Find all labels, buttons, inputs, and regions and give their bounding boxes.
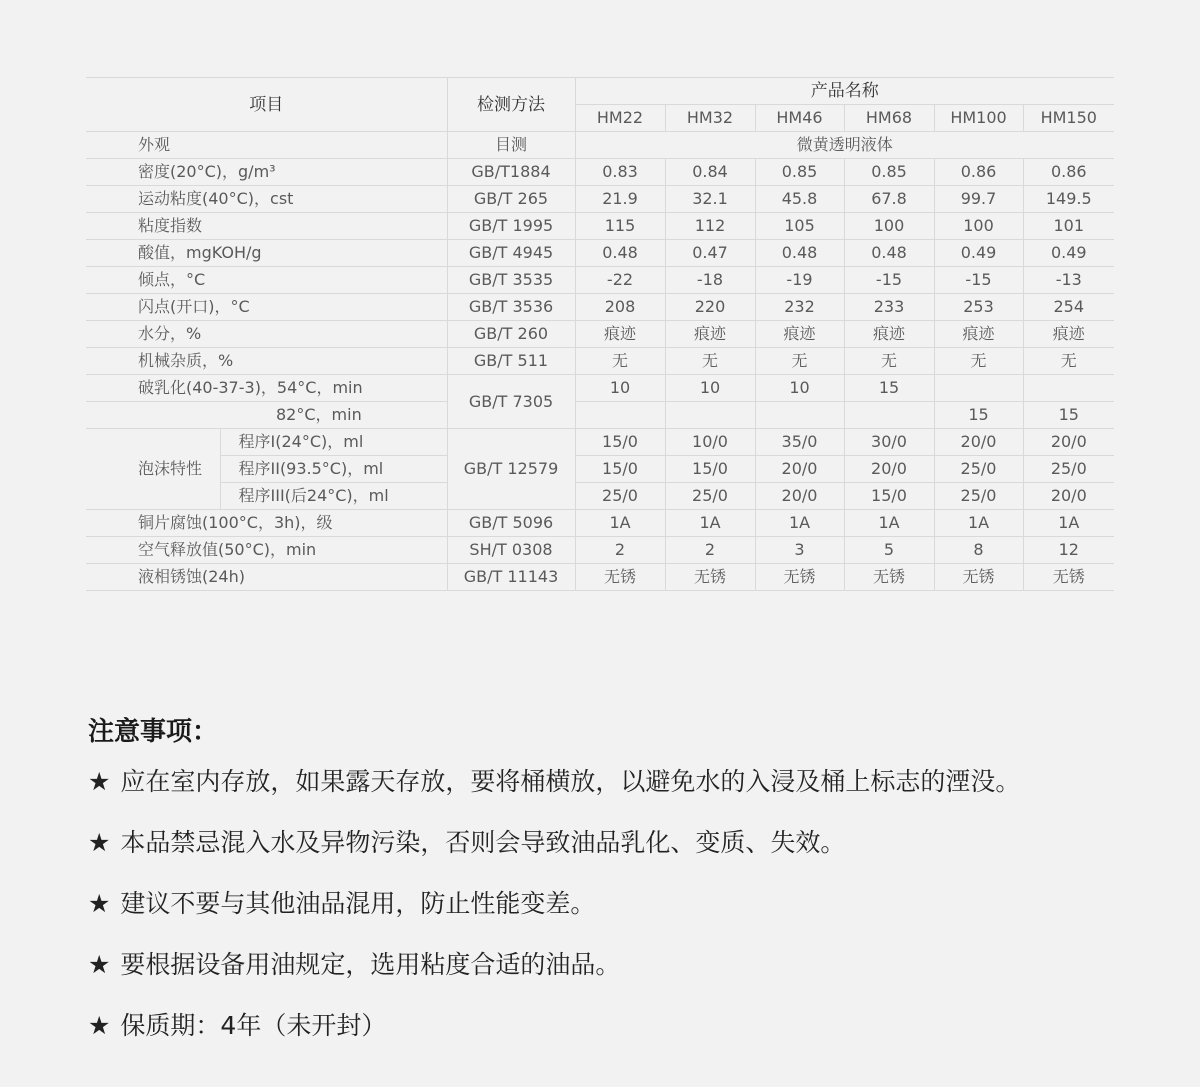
item-label: 运动粘度(40°C)，cst [86,186,447,213]
value-cell [755,402,844,429]
spec-row [86,267,1114,294]
value-cell: 0.48 [575,240,665,267]
item-label: 空气释放值(50°C)，min [86,537,447,564]
method-cell: GB/T 4945 [447,240,575,267]
value-cell: 220 [665,294,755,321]
value-cell: 15 [1023,402,1114,429]
foam-sub-label: 程序II(93.5°C)，ml [220,456,447,483]
value-cell: 0.48 [844,240,934,267]
value-cell: 15 [934,402,1023,429]
value-cell: 15/0 [844,483,934,510]
value-cell: 254 [1023,294,1114,321]
item-label: 机械杂质，% [86,348,447,375]
method-cell: GB/T 1995 [447,213,575,240]
method-cell: 目测 [447,132,575,159]
value-cell [934,375,1023,402]
spec-row [86,564,1114,591]
grade-hm68: HM68 [844,105,934,132]
note-item [88,945,1148,996]
method-cell: GB/T 7305 [447,375,575,429]
value-cell: 0.84 [665,159,755,186]
value-cell: 101 [1023,213,1114,240]
value-cell: 100 [934,213,1023,240]
value-cell: 15/0 [665,456,755,483]
note-text: 本品禁忌混入水及异物污染，否则会导致油品乳化、变质、失效。 [120,828,846,857]
item-label: 水分，% [86,321,447,348]
method-cell: GB/T 12579 [447,429,575,510]
value-cell: 105 [755,213,844,240]
spec-row [86,240,1114,267]
value-cell [575,402,665,429]
value-cell: 1A [844,510,934,537]
value-cell [844,402,934,429]
value-cell: 20/0 [844,456,934,483]
value-cell: 10 [665,375,755,402]
value-cell: 无锈 [575,564,665,591]
demulsification-row [86,375,1114,402]
value-cell: 10 [575,375,665,402]
value-cell: 21.9 [575,186,665,213]
value-cell: 无锈 [755,564,844,591]
value-cell: 32.1 [665,186,755,213]
value-cell: 208 [575,294,665,321]
item-label: 铜片腐蚀(100°C，3h)，级 [86,510,447,537]
value-cell: 8 [934,537,1023,564]
value-cell: 20/0 [755,456,844,483]
foam-group-label: 泡沫特性 [86,429,220,510]
value-cell: 232 [755,294,844,321]
value-cell: 痕迹 [575,321,665,348]
spec-row [86,294,1114,321]
value-cell: 100 [844,213,934,240]
method-cell: GB/T 3535 [447,267,575,294]
foam-row [86,456,1114,483]
value-cell: 45.8 [755,186,844,213]
item-label: 外观 [86,132,447,159]
value-cell: 35/0 [755,429,844,456]
value-cell: 25/0 [665,483,755,510]
note-text: 建议不要与其他油品混用，防止性能变差。 [120,889,596,918]
value-cell: 1A [665,510,755,537]
value-cell: 无 [755,348,844,375]
foam-sub-label: 程序I(24°C)，ml [220,429,447,456]
star-icon: ★ [88,1011,111,1040]
star-icon: ★ [88,767,111,796]
method-cell: GB/T1884 [447,159,575,186]
value-cell: 无 [575,348,665,375]
grade-hm46: HM46 [755,105,844,132]
note-text: 要根据设备用油规定，选用粘度合适的油品。 [120,950,621,979]
value-cell: 痕迹 [665,321,755,348]
header-product: 产品名称 [575,78,1114,105]
spec-row [86,510,1114,537]
spec-row [86,348,1114,375]
value-cell: 20/0 [934,429,1023,456]
grade-hm32: HM32 [665,105,755,132]
header-item: 项目 [86,78,447,132]
notes-title: 注意事项： [88,717,219,747]
value-cell: 0.86 [934,159,1023,186]
value-cell: 233 [844,294,934,321]
value-cell: -13 [1023,267,1114,294]
value-cell: 0.83 [575,159,665,186]
value-cell: 15/0 [575,456,665,483]
value-cell: 115 [575,213,665,240]
item-label: 倾点，°C [86,267,447,294]
value-cell: 痕迹 [755,321,844,348]
notes-section [88,712,1148,1057]
value-cell: 0.49 [1023,240,1114,267]
star-icon: ★ [88,889,111,918]
appearance-row [86,132,1114,159]
value-cell: -22 [575,267,665,294]
value-cell: 0.86 [1023,159,1114,186]
note-item [88,1006,1148,1057]
notes-list [88,762,1148,1057]
method-cell: GB/T 511 [447,348,575,375]
spec-row [86,159,1114,186]
value-cell: 1A [575,510,665,537]
value-cell: 0.85 [844,159,934,186]
value-cell: 1A [1023,510,1114,537]
value-cell: 20/0 [1023,483,1114,510]
value-cell: 痕迹 [1023,321,1114,348]
demulsification-row [86,402,1114,429]
value-cell: 15 [844,375,934,402]
item-label: 粘度指数 [86,213,447,240]
value-cell: 0.85 [755,159,844,186]
value-cell: 无锈 [844,564,934,591]
value-cell: 无锈 [1023,564,1114,591]
value-cell: 25/0 [934,483,1023,510]
value-cell: 15/0 [575,429,665,456]
item-label: 82°C，min [86,402,447,429]
method-cell: GB/T 5096 [447,510,575,537]
note-item [88,823,1148,874]
value-cell: -15 [844,267,934,294]
value-cell: 67.8 [844,186,934,213]
spec-row [86,321,1114,348]
item-label: 密度(20°C)，g/m³ [86,159,447,186]
method-cell: GB/T 11143 [447,564,575,591]
value-cell [665,402,755,429]
value-cell: 25/0 [1023,456,1114,483]
star-icon: ★ [88,828,111,857]
grade-hm100: HM100 [934,105,1023,132]
value-cell: 痕迹 [844,321,934,348]
spec-table-body [86,78,1114,591]
value-cell: 112 [665,213,755,240]
method-cell: GB/T 265 [447,186,575,213]
value-cell: 99.7 [934,186,1023,213]
value-cell: -18 [665,267,755,294]
note-item [88,762,1148,813]
header-row [86,78,1114,105]
spec-row [86,537,1114,564]
spec-row [86,213,1114,240]
value-cell: 1A [755,510,844,537]
value-cell: 30/0 [844,429,934,456]
value-cell: 1A [934,510,1023,537]
method-cell: GB/T 260 [447,321,575,348]
foam-sub-label: 程序III(后24°C)，ml [220,483,447,510]
value-cell: 20/0 [1023,429,1114,456]
value-cell: 253 [934,294,1023,321]
method-cell: SH/T 0308 [447,537,575,564]
value-cell: 痕迹 [934,321,1023,348]
value-cell: -19 [755,267,844,294]
value-cell: 149.5 [1023,186,1114,213]
grade-hm150: HM150 [1023,105,1114,132]
value-cell: 无锈 [665,564,755,591]
star-icon: ★ [88,950,111,979]
value-cell: 0.47 [665,240,755,267]
note-text: 应在室内存放，如果露天存放，要将桶横放，以避免水的入浸及桶上标志的湮没。 [120,767,1021,796]
foam-row [86,483,1114,510]
value-cell: 2 [575,537,665,564]
value-cell: 2 [665,537,755,564]
value-cell: 25/0 [934,456,1023,483]
foam-row [86,429,1114,456]
grade-hm22: HM22 [575,105,665,132]
item-label: 闪点(开口)，°C [86,294,447,321]
value-cell [1023,375,1114,402]
appearance-value: 微黄透明液体 [575,132,1114,159]
value-cell: 12 [1023,537,1114,564]
value-cell: 无 [1023,348,1114,375]
value-cell: 无锈 [934,564,1023,591]
value-cell: 10/0 [665,429,755,456]
note-item [88,884,1148,935]
note-text: 保质期：4年（未开封） [120,1011,387,1040]
value-cell: 0.48 [755,240,844,267]
value-cell: -15 [934,267,1023,294]
value-cell: 0.49 [934,240,1023,267]
header-method: 检测方法 [447,78,575,132]
method-cell: GB/T 3536 [447,294,575,321]
value-cell: 无 [665,348,755,375]
value-cell: 3 [755,537,844,564]
value-cell: 10 [755,375,844,402]
value-cell: 25/0 [575,483,665,510]
item-label: 液相锈蚀(24h) [86,564,447,591]
spec-row [86,186,1114,213]
value-cell: 无 [844,348,934,375]
value-cell: 无 [934,348,1023,375]
spec-table [86,77,1114,591]
value-cell: 20/0 [755,483,844,510]
item-label: 酸值，mgKOH/g [86,240,447,267]
item-label: 破乳化(40-37-3)，54°C，min [86,375,447,402]
value-cell: 5 [844,537,934,564]
